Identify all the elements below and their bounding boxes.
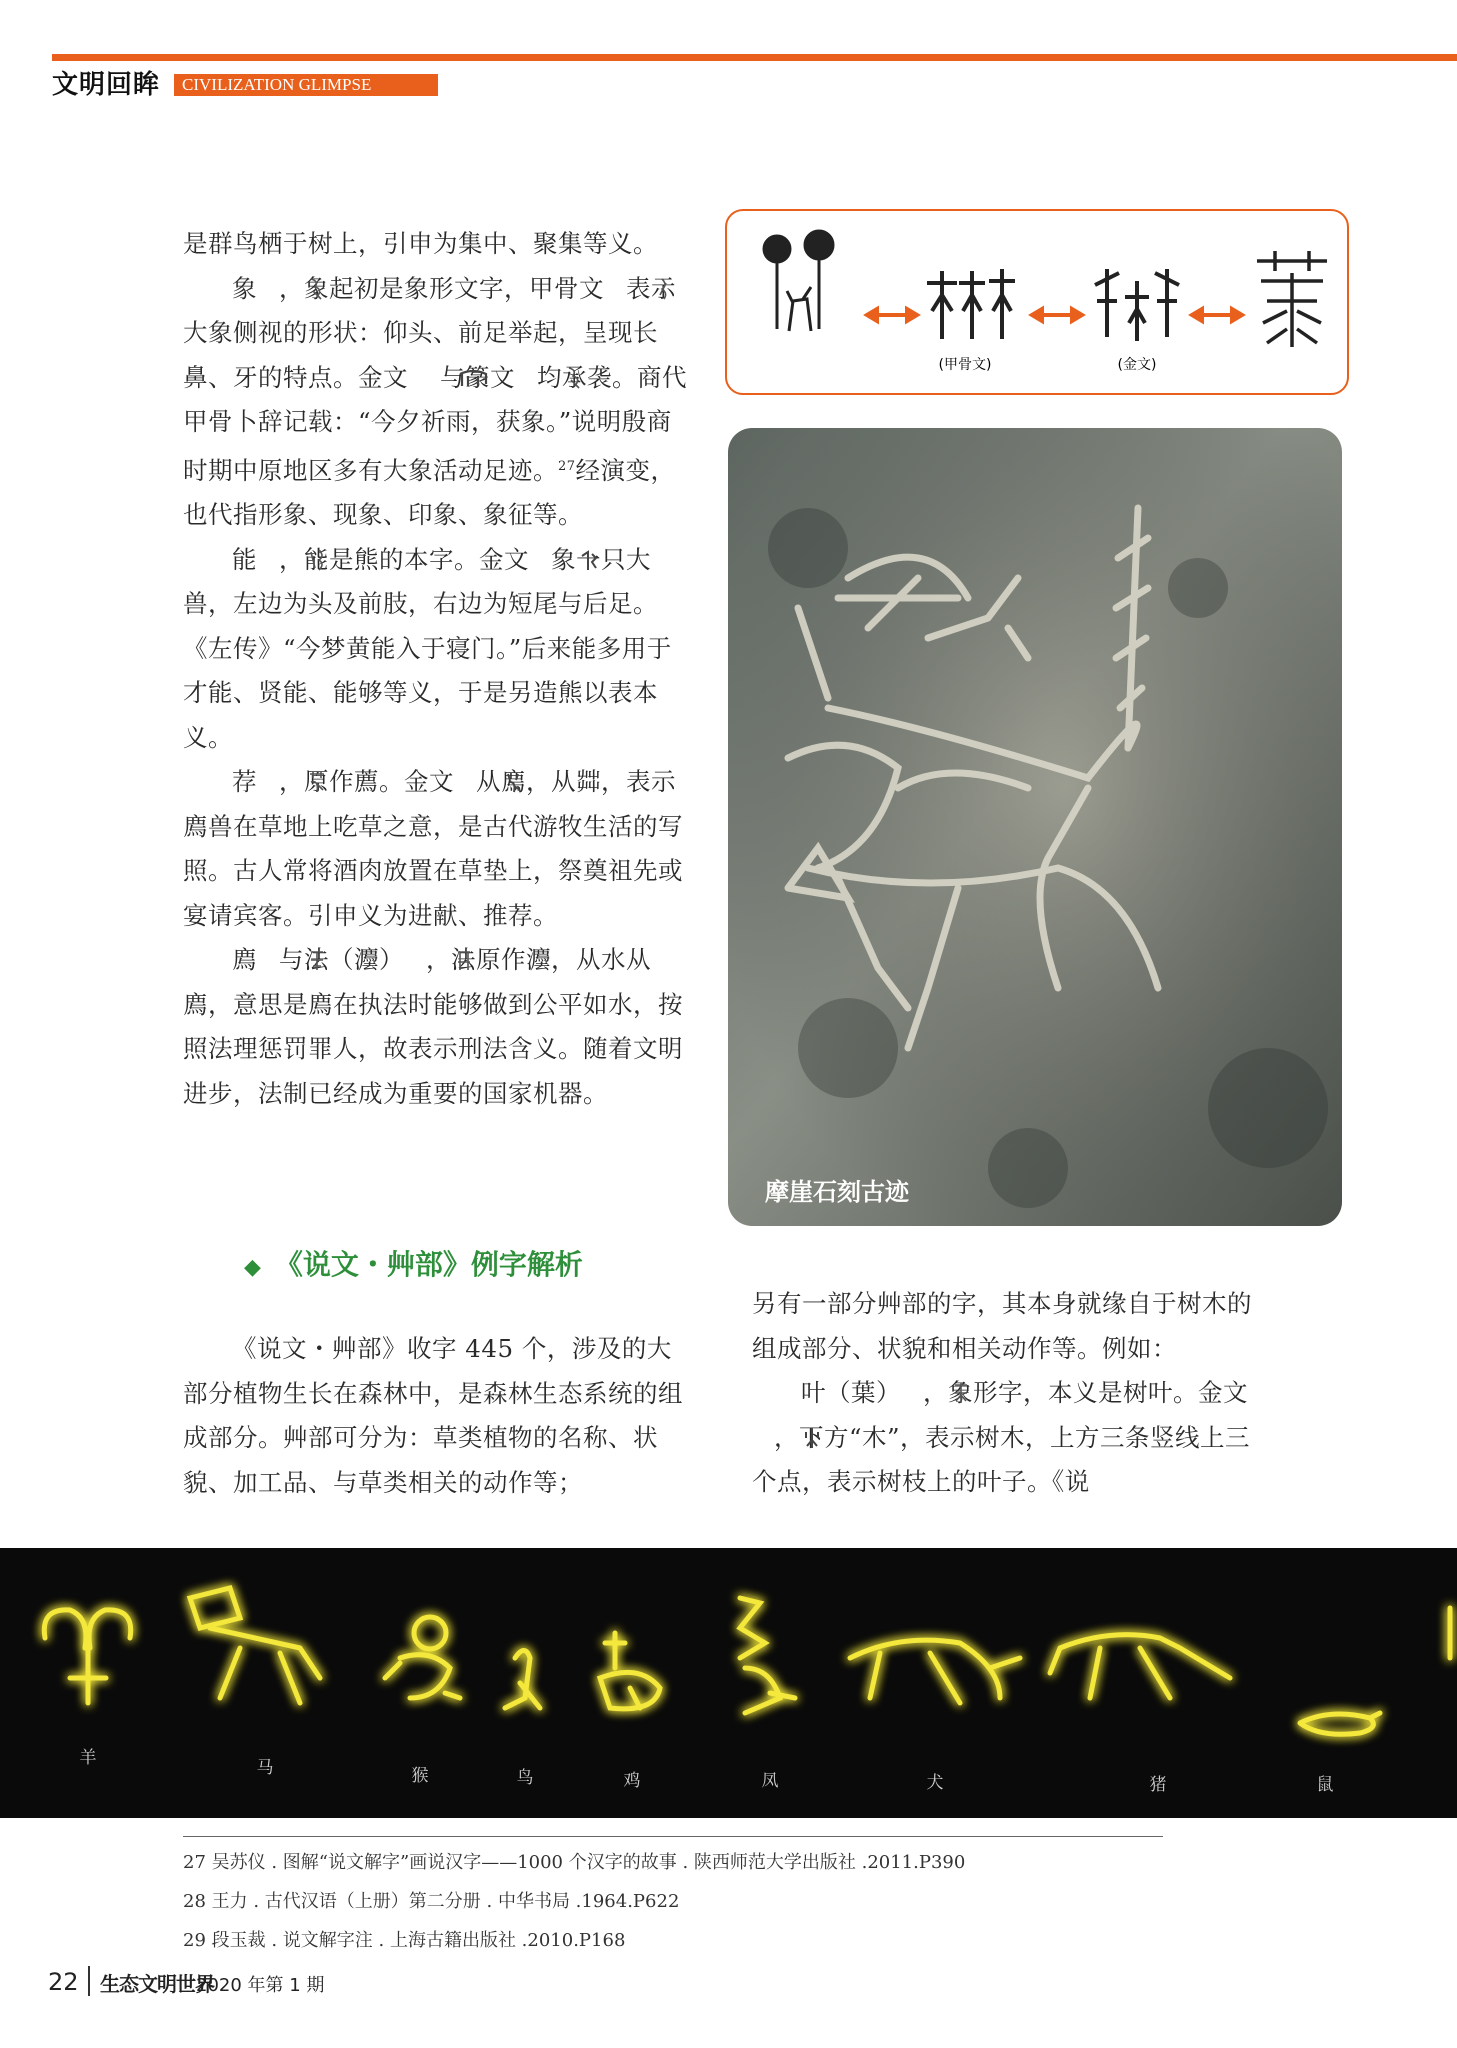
left-lower-text: [183, 1327, 693, 1505]
band-label: 猪: [1149, 1775, 1167, 1795]
band-label: 猴: [411, 1766, 429, 1786]
paragraph-zhi: 廌 与法（灋） ，法原作灋，从水从廌，意思是廌在执法时能够做到公平如水，按照法理惩罚罪人，故表示刑法含义。随着文明进步，法制已经成为重要的国家机器。: [183, 938, 693, 1116]
section-tag: CIVILIZATION GLIMPSE: [174, 74, 438, 96]
label-jiagu: (甲骨文): [938, 357, 992, 373]
seal-glyph-icon: [901, 1375, 923, 1399]
phoenix-glyph-icon: [740, 1598, 795, 1713]
paragraph-xiang: 象 ，象起初是象形文字，甲骨文 表示大象侧视的形状：仰头、前足举起，呈现长鼻、牙的特点。金文 与篆文 均承袭。商代甲骨卜辞记载：“今夕祈雨，获象。”说明殷商时期中原地区多有大象活动足迹。$^{27}$经演变，也代指形象、现象、印象、象征等。: [183, 267, 693, 538]
section-title: 文明回眸: [52, 70, 161, 100]
left-column: [183, 222, 693, 1116]
seal-glyph-icon: [515, 360, 537, 384]
horse-glyph-icon: [190, 1588, 320, 1703]
double-arrow-icon: [1192, 309, 1242, 321]
band-label: 鸡: [623, 1771, 641, 1791]
footnote-rule: [183, 1836, 1163, 1837]
dog-glyph-icon: [850, 1640, 1020, 1703]
double-arrow-icon: [1032, 309, 1082, 321]
seal-glyph-icon: [257, 271, 279, 295]
glyph-evolution-drawing: [727, 211, 1347, 393]
paragraph-right-1: 另有一部分艸部的字，其本身就缘自于树木的组成部分、状貌和相关动作等。例如：: [752, 1289, 1252, 1363]
paragraph: 是群鸟栖于树上，引申为集中、聚集等义。: [183, 229, 658, 258]
paragraph-jian: 荐 ，原作薦。金文 从廌，从茻，表示廌兽在草地上吃草之意，是古代游牧生活的写照。古人常将酒肉放置在草垫上，祭奠祖先或宴请宾客。引申义为进献、推荐。: [183, 760, 693, 938]
footnote-27: 27 吴苏仪 . 图解“说文解字”画说汉字——1000 个汉字的故事 . 陕西师范大学出版社 .2011.P390: [183, 1852, 966, 1873]
photo-caption: 摩崖石刻古迹: [765, 1178, 909, 1206]
bronze-glyph-icon: [752, 1420, 774, 1444]
seal-glyph-icon: [404, 942, 426, 966]
magazine-logo: 生态文明世界: [100, 1972, 214, 1996]
band-label: 马: [256, 1758, 274, 1778]
bird-glyph-icon: [505, 1651, 540, 1709]
diamond-bullet-icon: ◆: [244, 1255, 261, 1280]
paragraph-caobu: 《说文・艸部》收字 445 个，涉及的大部分植物生长在森林中，是森林生态系统的组成部分。艸部可分为：草类植物的名称、状貌、加工品、与草类相关的动作等；: [183, 1334, 683, 1497]
chicken-glyph-icon: [600, 1633, 660, 1709]
monkey-glyph-icon: [385, 1617, 460, 1698]
seal-glyph-icon: [257, 764, 279, 788]
band-label: 鼠: [1316, 1775, 1334, 1795]
section-heading: ◆ 《说文・艸部》例字解析: [244, 1248, 583, 1281]
footer-divider: [88, 1966, 90, 1996]
band-label: 凤: [761, 1771, 779, 1791]
pig-glyph-icon: [1050, 1635, 1230, 1698]
seal-glyph-icon: [257, 542, 279, 566]
footnote-29: 29 段玉裁 . 说文解字注 . 上海古籍出版社 .2010.P168: [183, 1930, 626, 1951]
bronze-glyph-icon: [529, 542, 551, 566]
paragraph-neng: 能 ，能是熊的本字。金文 象一只大兽，左边为头及前肢，右边为短尾与后足。《左传》“今梦黄能入于寝门。”后来能多用于才能、贤能、能够等义，于是另造熊以表本义。: [183, 538, 693, 761]
bronze-glyph-icon: [454, 764, 476, 788]
footnote-ref: 27: [558, 458, 576, 474]
rat-glyph-icon: [1300, 1713, 1380, 1734]
sheep-glyph-icon: [44, 1610, 130, 1703]
seal-glyph-icon: [257, 942, 279, 966]
glyph-evolution-figure: [725, 209, 1349, 395]
zodiac-glyph-band: [0, 1548, 1457, 1818]
paragraph-ye: 叶（葉） ，象形字，本义是树叶。金文，下方“木”，表示树木，上方三条竖线上三个点，表示树枝上的叶子。《说: [752, 1371, 1262, 1505]
footnote-28: 28 王力 . 古代汉语（上册）第二分册 . 中华书局 .1964.P622: [183, 1891, 680, 1912]
band-label: 鸟: [516, 1768, 534, 1788]
issue-label: 2020 年第 1 期: [196, 1975, 325, 1996]
double-arrow-icon: [867, 309, 917, 321]
label-jinwen: (金文): [1117, 357, 1157, 373]
seal-glyph-icon: [1257, 251, 1327, 347]
band-label: 羊: [79, 1748, 97, 1768]
header-rule: [52, 54, 1457, 61]
tree-pictograph-icon: [763, 230, 834, 331]
right-column: [752, 1282, 1262, 1505]
bronze-glyph-icon: [1095, 269, 1179, 341]
page-number: 22: [48, 1968, 79, 1996]
bronze-glyph-icon: [408, 360, 440, 384]
oracle-glyph-icon: [604, 271, 626, 295]
oracle-bone-glyph-icon: [927, 269, 1015, 339]
band-label: 犬: [926, 1773, 944, 1793]
rock-carving-photo: [728, 428, 1342, 1226]
